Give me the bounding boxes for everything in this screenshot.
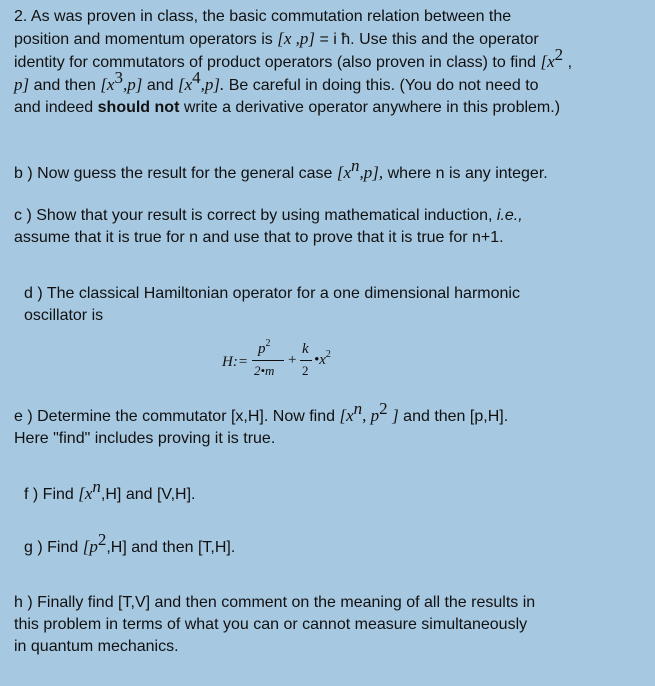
- part-b-label: b ): [14, 165, 33, 182]
- part-h-label: h ): [14, 594, 33, 611]
- hamiltonian-formula: [222, 338, 362, 383]
- commutator-xp: [x ,p]: [277, 29, 316, 48]
- problem-intro: [14, 6, 649, 119]
- part-c: c ) Show that your result is correct by using mathematical induction, i.e., assume that it is true for n and use that to prove that it is true for n+1.: [14, 207, 523, 246]
- intro-line-2: position and momentum operators is [x ,p] = i ħ. Use this and the operator: [14, 29, 539, 48]
- formula-den2: 2: [302, 363, 309, 378]
- problem-number: 2.: [14, 8, 28, 25]
- formula-plus: +: [288, 352, 297, 368]
- formula-den1: 2•m: [254, 363, 275, 378]
- formula-num2: k: [302, 341, 309, 357]
- intro-line-4: p] and then $[x^3,p]$ and $[x^4,p]$. Be careful in doing this. (You do not need to: [14, 68, 539, 94]
- part-f-label: f ): [24, 486, 39, 503]
- part-h: h ) Finally find [T,V] and then comment on the meaning of all the results in this problem in terms of what you can or cannot measure simultaneously in quantum mechanics.: [14, 594, 536, 655]
- part-g-label: g ): [24, 539, 43, 556]
- part-b: b ) Now guess the result for the general case $[x^n,p]$, where n is any integer.: [14, 156, 548, 182]
- part-d-label: d ): [24, 285, 43, 302]
- fraction-bar-2: [300, 360, 312, 361]
- part-e: e ) Determine the commutator [x,H]. Now find [$x^n$, $p^2$ ] and then [p,H]. Here "find" includes proving it is true.: [14, 399, 509, 447]
- emphasis-should-not: should not: [97, 99, 180, 116]
- formula-lhs: H:=: [222, 354, 248, 370]
- fraction-bar-1: [252, 360, 284, 361]
- part-g: g ) Find $[p^2,H]$ and then [T,H].: [24, 530, 236, 556]
- part-e-label: e ): [14, 408, 33, 425]
- part-d: d ) The classical Hamiltonian operator for a one dimensional harmonic oscillator is: [24, 285, 520, 324]
- part-f: f ) Find $[x^n,H]$ and [V,H].: [24, 477, 196, 503]
- part-c-label: c ): [14, 207, 32, 224]
- intro-line-1: 2. As was proven in class, the basic commutation relation between the: [14, 8, 512, 25]
- intro-line-3: identity for commutators of product operators (also proven in class) to find [$x^2$ ,: [14, 45, 573, 71]
- intro-line-5: and indeed should not write a derivative operator anywhere in this problem.): [14, 99, 561, 116]
- formula-mult: $•x^2$: [314, 349, 331, 368]
- formula-num1: $p^2$: [258, 338, 271, 357]
